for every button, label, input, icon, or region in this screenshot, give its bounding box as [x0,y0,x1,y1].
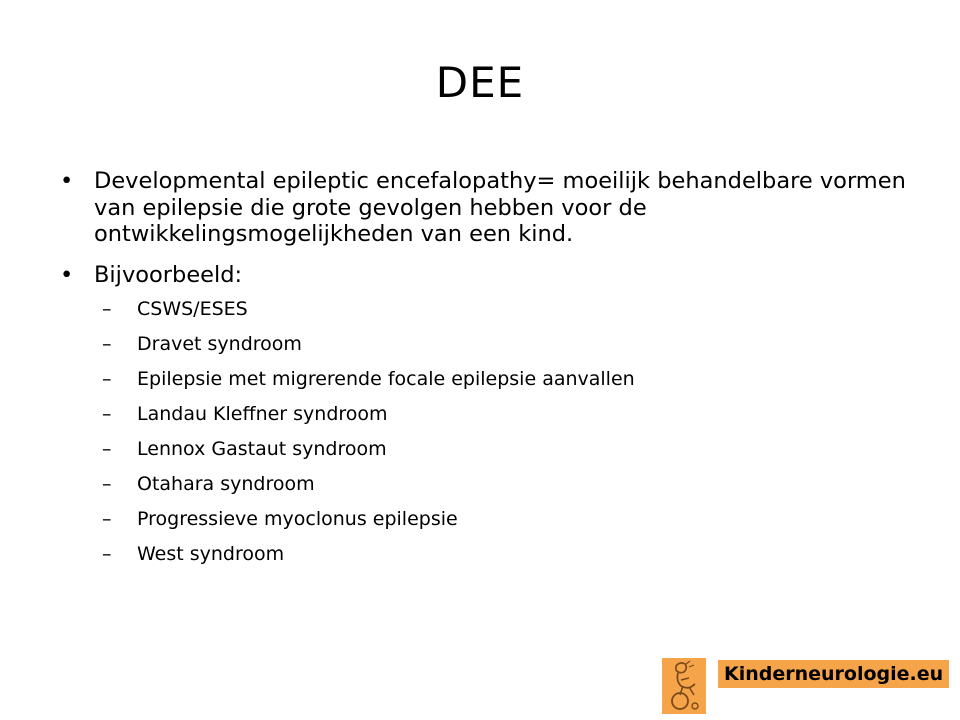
bullet-text: Developmental epileptic encefalopathy= moeilijk behandelbare vormen van epilepsie die grote gevolgen hebben voor de ontwikkelingsmogelijkheden van een kind. [94,168,906,248]
dash-mark: – [102,403,112,426]
list-item-text: CSWS/ESES [137,298,248,321]
list-item-text: Lennox Gastaut syndroom [137,438,387,461]
list-item-text: West syndroom [137,543,285,566]
list-item [60,508,920,543]
dash-mark: – [102,298,112,321]
list-item-text: Epilepsie met migrerende focale epilepsie aanvallen [137,368,635,391]
wheelchair-figure-icon [662,658,706,714]
list-item-text: Otahara syndroom [137,473,315,496]
list-item [60,368,920,403]
list-item [60,473,920,508]
logo [662,658,944,714]
slide-content [60,168,920,578]
dash-mark: – [102,368,112,391]
list-item [60,403,920,438]
dash-mark: – [102,333,112,356]
dash-mark: – [102,438,112,461]
bullet-text: Bijvoorbeeld: [94,261,243,288]
dash-mark: – [102,543,112,566]
bullet-definition [60,168,920,248]
bullet-examples [60,262,920,289]
list-item-text: Progressieve myoclonus epilepsie [137,508,458,531]
dash-mark: – [102,473,112,496]
list-item [60,333,920,368]
bullet-mark: • [60,168,74,194]
example-list [60,298,920,578]
list-item [60,438,920,473]
logo-text: Kinderneurologie.eu [718,660,949,688]
list-item [60,543,920,578]
dash-mark: – [102,508,112,531]
slide-title: DEE [435,58,525,107]
list-item-text: Landau Kleffner syndroom [137,403,388,426]
list-item [60,298,920,333]
list-item-text: Dravet syndroom [137,333,302,356]
bullet-mark: • [60,261,74,288]
